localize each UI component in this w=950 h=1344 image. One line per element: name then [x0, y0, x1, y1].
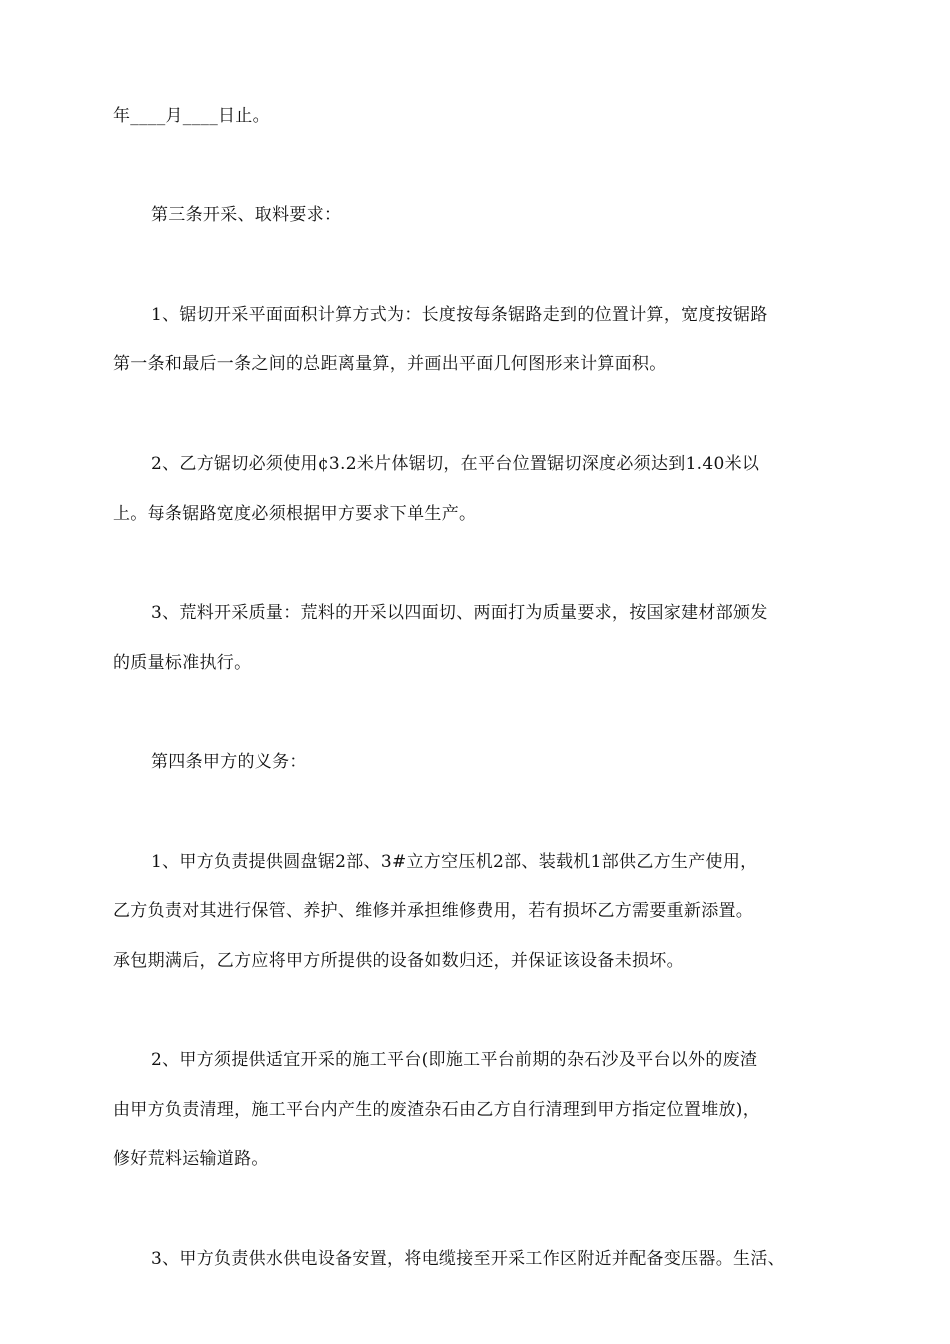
date-end-line: 年____月____日止。	[113, 106, 270, 126]
article-3-clause-1-line-2: 第一条和最后一条之间的总距离量算，并画出平面几何图形来计算面积。	[113, 354, 667, 374]
article-4-clause-2-line-3: 修好荒料运输道路。	[113, 1149, 269, 1169]
article-4-clause-1-line-1: 1、甲方负责提供圆盘锯2部、3#立方空压机2部、装载机1部供乙方生产使用，	[151, 852, 758, 872]
article-4-heading: 第四条甲方的义务：	[151, 752, 307, 772]
article-4-clause-1-line-3: 承包期满后，乙方应将甲方所提供的设备如数归还，并保证该设备未损坏。	[113, 951, 684, 971]
article-3-clause-3-line-2: 的质量标准执行。	[113, 653, 252, 673]
article-3-clause-2-line-2: 上。每条锯路宽度必须根据甲方要求下单生产。	[113, 504, 477, 524]
article-3-clause-1-line-1: 1、锯切开采平面面积计算方式为：长度按每条锯路走到的位置计算，宽度按锯路	[151, 305, 768, 325]
article-3-clause-3-line-1: 3、荒料开采质量：荒料的开采以四面切、两面打为质量要求，按国家建材部颁发	[151, 603, 768, 623]
article-4-clause-1-line-2: 乙方负责对其进行保管、养护、维修并承担维修费用，若有损坏乙方需要重新添置。	[113, 901, 754, 921]
article-4-clause-3-line-1: 3、甲方负责供水供电设备安置，将电缆接至开采工作区附近并配备变压器。生活、	[151, 1249, 785, 1269]
article-3-clause-2-line-1: 2、乙方锯切必须使用¢3.2米片体锯切，在平台位置锯切深度必须达到1.40米以	[151, 454, 760, 474]
article-4-clause-2-line-2: 由甲方负责清理，施工平台内产生的废渣杂石由乙方自行清理到甲方指定位置堆放)，	[113, 1100, 761, 1120]
article-3-heading: 第三条开采、取料要求：	[151, 205, 342, 225]
article-4-clause-2-line-1: 2、甲方须提供适宜开采的施工平台(即施工平台前期的杂石沙及平台以外的废渣	[151, 1050, 758, 1070]
